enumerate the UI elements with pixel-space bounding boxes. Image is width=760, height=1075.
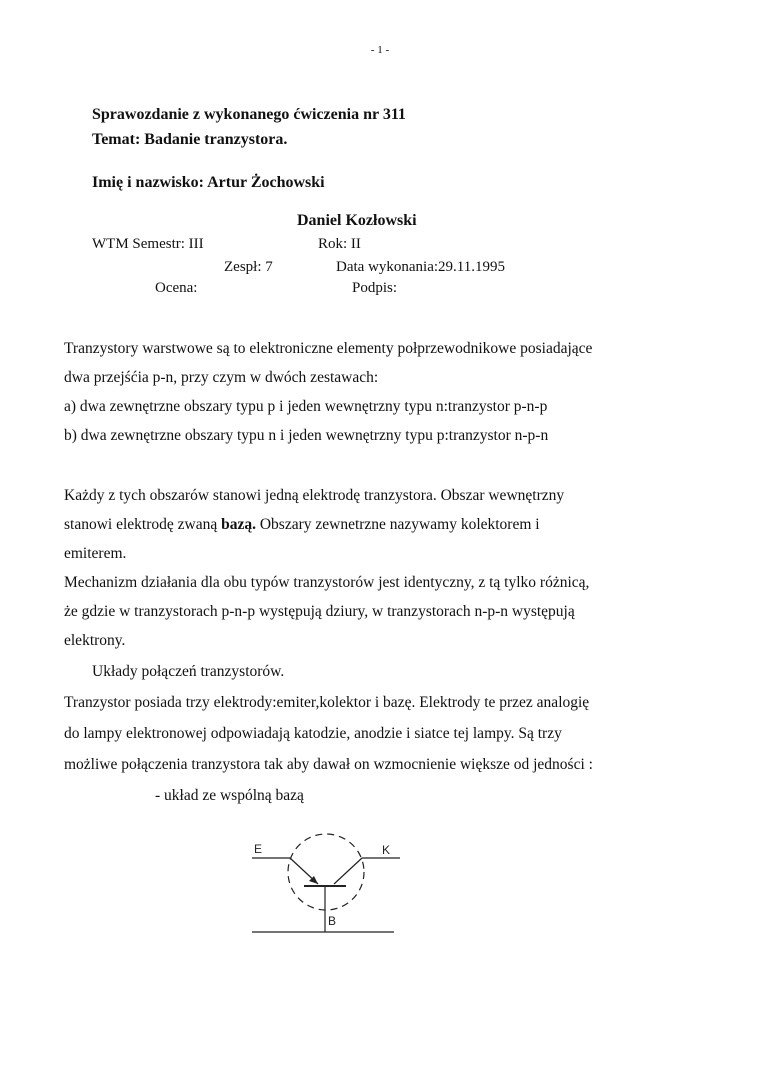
date-field: Data wykonania:29.11.1995 (336, 259, 505, 275)
grade-field: Ocena: (155, 280, 198, 296)
emitter-label: E (254, 842, 263, 856)
list-item-a: a) dwa zewnętrzne obszary typu p i jeden wewnętrzny typu n:tranzystor p-n-p (64, 398, 548, 415)
year-field: Rok: II (318, 236, 361, 252)
paragraph-line: Mechanizm działania dla obu typów tranzystorów jest identyczny, z tą tylko różnicą, (64, 574, 590, 591)
paragraph-line: że gdzie w tranzystorach p-n-p występują dziury, w tranzystorach n-p-n występują (64, 603, 575, 620)
report-topic: Temat: Badanie tranzystora. (92, 131, 288, 148)
section-heading: Układy połączeń tranzystorów. (92, 663, 285, 680)
transistor-envelope-circle (288, 834, 364, 910)
author-name-line: Imię i nazwisko: Artur Żochowski (92, 174, 325, 191)
base-label: B (328, 914, 337, 928)
signature-field: Podpis: (352, 280, 398, 296)
paragraph-line: do lampy elektronowej odpowiadają katodzie, anodzie i siatce tej lampy. Są trzy (64, 725, 562, 742)
bold-term-base: bazą. (221, 516, 256, 533)
list-item-b: b) dwa zewnętrzne obszary typu n i jeden wewnętrzny typu p:tranzystor n-p-n (64, 427, 549, 444)
semester-field: WTM Semestr: III (92, 236, 204, 252)
paragraph-line: emiterem. (64, 545, 127, 562)
collector-label: K (382, 843, 391, 857)
paragraph-line: możliwe połączenia tranzystora tak aby dawał on wzmocnienie większe od jedności : (64, 756, 593, 773)
paragraph-line: elektrony. (64, 632, 126, 649)
paragraph-line: Każdy z tych obszarów stanowi jedną elektrodę tranzystora. Obszar wewnętrzny (64, 487, 565, 504)
paragraph-line: Tranzystor posiada trzy elektrody:emiter,kolektor i bazę. Elektrody te przez analogię (64, 694, 590, 711)
paragraph-line (64, 516, 540, 534)
list-item-common-base: - układ ze wspólną bazą (155, 787, 304, 804)
paragraph-line: dwa przejśćia p-n, przy czym w dwóch zestawach: (64, 369, 379, 386)
team-field: Zespł: 7 (224, 259, 273, 275)
report-title: Sprawozdanie z wykonanego ćwiczenia nr 311 (92, 106, 406, 123)
collector-wire (334, 858, 362, 884)
page-number: - 1 - (370, 44, 390, 56)
paragraph-line: Tranzystory warstwowe są to elektroniczne elementy połprzewodnikowe posiadające (64, 340, 593, 357)
text-span: Obszary zewnetrzne nazywamy kolektorem i (255, 516, 540, 533)
second-author-name: Daniel Kozłowski (297, 212, 417, 229)
transistor-symbol-svg (240, 826, 410, 938)
transistor-common-base-diagram (240, 826, 410, 938)
text-span: stanowi elektrodę zwaną (64, 516, 222, 533)
